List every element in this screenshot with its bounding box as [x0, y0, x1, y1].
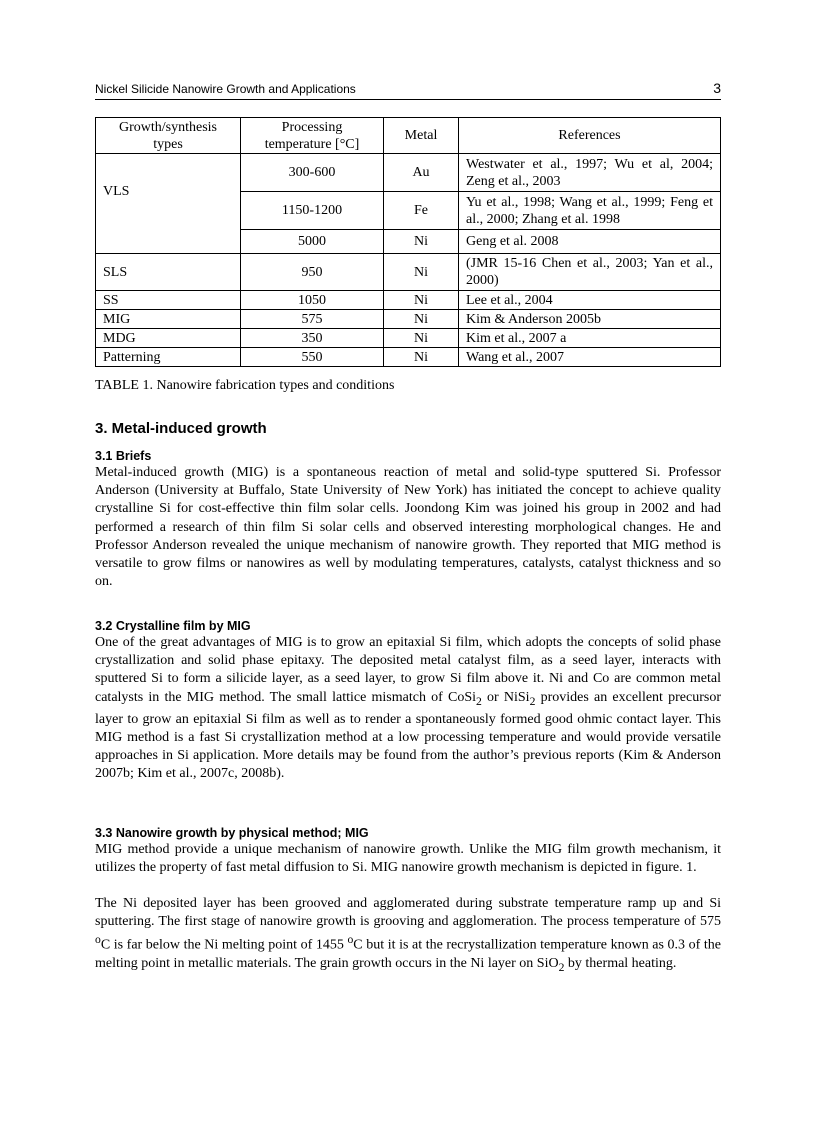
- cell-temp: 950: [241, 254, 384, 291]
- text-run: by thermal heating.: [564, 956, 677, 972]
- subscript: 2: [558, 961, 565, 975]
- cell-metal: Ni: [384, 310, 459, 329]
- subsection-heading-briefs: 3.1 Briefs: [95, 449, 152, 463]
- nanowire-table: [95, 117, 721, 367]
- text-run: C but it is at the recrystallization temperature known as 0.3 of the melting point in metallic materials. The grain growth occurs in the Ni layer on SiO: [95, 938, 721, 972]
- cell-metal: Ni: [384, 329, 459, 348]
- cell-temp: 1050: [241, 291, 384, 310]
- col-header-refs: References: [459, 118, 721, 154]
- table-row: [96, 291, 721, 310]
- cell-temp: 575: [241, 310, 384, 329]
- subsection-heading-nanowire-growth: 3.3 Nanowire growth by physical method; MIG: [95, 826, 369, 840]
- cell-temp: 550: [241, 348, 384, 367]
- cell-temp: 1150-1200: [241, 192, 384, 230]
- superscript: o: [347, 933, 354, 947]
- col-header-type: Growth/synthesis types: [96, 118, 241, 154]
- table-row: [96, 310, 721, 329]
- page-number: 3: [713, 80, 721, 96]
- running-title: Nickel Silicide Nanowire Growth and Applications: [95, 82, 356, 96]
- cell-type: SLS: [96, 254, 241, 291]
- cell-type: Patterning: [96, 348, 241, 367]
- subscript: 2: [476, 694, 482, 708]
- table-caption: TABLE 1. Nanowire fabrication types and conditions: [95, 378, 395, 393]
- table-row: [96, 329, 721, 348]
- cell-type: VLS: [96, 154, 241, 254]
- cell-refs: Lee et al., 2004: [459, 291, 721, 310]
- superscript: o: [95, 933, 101, 947]
- paragraph-nanowire-growth-2: [95, 895, 721, 977]
- cell-temp: 5000: [241, 230, 384, 254]
- cell-refs: (JMR 15-16 Chen et al., 2003; Yan et al., 2000): [459, 254, 721, 291]
- paragraph-nanowire-growth-1: MIG method provide a unique mechanism of nanowire growth. Unlike the MIG film growth mechanism, it utilizes the property of fast metal diffusion to Si. MIG nanowire growth mechanism is depicted in figure. 1.: [95, 842, 721, 876]
- text-run: C is far below the Ni melting point of 1455: [100, 938, 348, 954]
- table-row: [96, 348, 721, 367]
- cell-metal: Ni: [384, 291, 459, 310]
- cell-type: MIG: [96, 310, 241, 329]
- section-heading: 3. Metal-induced growth: [95, 420, 267, 437]
- table-header-row: [96, 118, 721, 154]
- cell-type: MDG: [96, 329, 241, 348]
- text-run: provides an excellent precursor layer to grow an epitaxial Si film as well as to render a spontaneously formed good ohmic contact layer. This MIG method is a fast Si crystallization method at a low processing temperature and would provide versatile approaches in Si application. More details may be found from the author’s previous reports (Kim & Anderson 2007b; Kim et al., 2007c, 2008b).: [95, 689, 721, 782]
- running-header: [95, 81, 721, 100]
- cell-temp: 350: [241, 329, 384, 348]
- paragraph-crystalline-film: [95, 634, 721, 783]
- cell-refs: Westwater et al., 1997; Wu et al, 2004; Zeng et al., 2003: [459, 154, 721, 192]
- cell-refs: Kim et al., 2007 a: [459, 329, 721, 348]
- table-row: [96, 254, 721, 291]
- cell-temp: 300-600: [241, 154, 384, 192]
- cell-refs: Yu et al., 1998; Wang et al., 1999; Feng et al., 2000; Zhang et al. 1998: [459, 192, 721, 230]
- cell-metal: Ni: [384, 254, 459, 291]
- col-header-metal: Metal: [384, 118, 459, 154]
- cell-metal: Ni: [384, 348, 459, 367]
- text-run: The Ni deposited layer has been grooved and agglomerated during substrate temperature ramp up and Si sputtering. The first stage of nanowire growth is grooving and agglomeration. The process temperature of 575: [95, 896, 721, 930]
- paragraph-briefs: Metal-induced growth (MIG) is a spontaneous reaction of metal and solid-type sputtered Si. Professor Anderson (University at Buffalo, State University of New York) has initiated the concept to achieve quality crystalline Si for cost-effective thin film solar cells. Joondong Kim was joined his group in 2002 and had performed a research of thin film Si solar cells and observed interesting morphological changes. He and Professor Anderson revealed the unique mechanism of nanowire growth. They reported that MIG method is versatile to grow films or nanowires as well by modulating temperatures, catalysts, catalyst thickness and so on.: [95, 465, 721, 590]
- text-run: or NiSi: [481, 689, 530, 705]
- cell-type: SS: [96, 291, 241, 310]
- subsection-heading-crystalline-film: 3.2 Crystalline film by MIG: [95, 619, 251, 633]
- col-header-temp: Processing temperature [°C]: [241, 118, 384, 154]
- cell-metal: Ni: [384, 230, 459, 254]
- subscript: 2: [529, 694, 536, 708]
- cell-metal: Au: [384, 154, 459, 192]
- table-row: [96, 154, 721, 192]
- text-run: One of the great advantages of MIG is to grow an epitaxial Si film, which adopts the concepts of solid phase crystallization and solid phase epitaxy. The deposited metal catalyst film, as a seed layer, interacts with sputtered Si to form a silicide layer, as a seed layer, to grow Si film above it. Ni and Co are common metal catalysts in the MIG method. The small lattice mismatch of CoSi: [95, 635, 721, 705]
- cell-refs: Wang et al., 2007: [459, 348, 721, 367]
- cell-refs: Geng et al. 2008: [459, 230, 721, 254]
- cell-refs: Kim & Anderson 2005b: [459, 310, 721, 329]
- cell-metal: Fe: [384, 192, 459, 230]
